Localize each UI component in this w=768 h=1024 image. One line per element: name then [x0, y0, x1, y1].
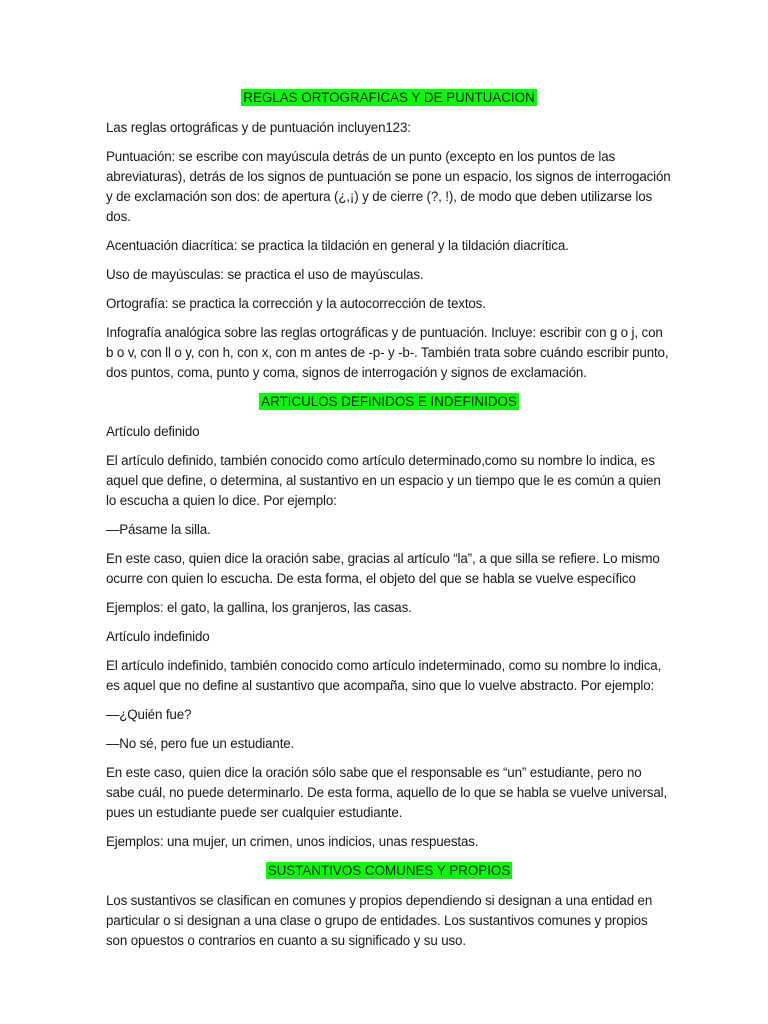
paragraph: Acentuación diacrítica: se practica la tildación en general y la tildación diacrítica. [106, 238, 569, 253]
paragraph: Ejemplos: el gato, la gallina, los granjeros, las casas. [106, 600, 412, 615]
paragraph: Las reglas ortográficas y de puntuación incluyen123: [106, 120, 411, 135]
paragraph: Puntuación: se escribe con mayúscula detrás de un punto (excepto en los puntos de las abreviaturas), detrás de los signos de puntuación se pone un espacio, los signos de interrogación y de exclamación son dos: de apertura (¿,¡) y de cierre (?, !), de modo que deben utilizarse los dos. [106, 149, 671, 224]
highlighted-heading-text: SUSTANTIVOS COMUNES Y PROPIOS [267, 863, 511, 878]
paragraph: Infografía analógica sobre las reglas ortográficas y de puntuación. Incluye: escribir con g o j, con b o v, con ll o y, con h, con x, con m antes de -p- y -b-. También trata sobre cuándo escribir punto, dos puntos, coma, punto y coma, signos de interrogación y signos de exclamación. [106, 325, 669, 380]
paragraph: Uso de mayúsculas: se practica el uso de mayúsculas. [106, 267, 424, 282]
section-heading-reglas [106, 88, 672, 108]
paragraph: Ortografía: se practica la corrección y la autocorrección de textos. [106, 296, 486, 311]
highlighted-heading-text: REGLAS ORTOGRAFICAS Y DE PUNTUACION [243, 90, 535, 105]
paragraph: Los sustantivos se clasifican en comunes y propios dependiendo si designan a una entidad en particular o si designan a una clase o grupo de entidades. Los sustantivos comunes y propios son opuestos o contrarios en cuanto a su significado y su uso. [106, 893, 653, 948]
paragraph: Ejemplos: una mujer, un crimen, unos indicios, unas respuestas. [106, 834, 479, 849]
paragraph: Artículo indefinido [106, 629, 210, 644]
section-heading-sustantivos [106, 861, 672, 881]
section-heading-articulos [106, 392, 672, 412]
paragraph: En este caso, quien dice la oración sólo sabe que el responsable es “un” estudiante, pero no sabe cuál, no puede determinarlo. De esta forma, aquello de lo que se habla se vuelve universal, pues un estudiante puede ser cualquier estudiante. [106, 765, 668, 820]
highlighted-heading-text: ARTICULOS DEFINIDOS E INDEFINIDOS [261, 394, 517, 409]
paragraph: —Pásame la silla. [106, 522, 211, 537]
paragraph: El artículo definido, también conocido como artículo determinado,como su nombre lo indica, es aquel que define, o determina, al sustantivo en un espacio y un tiempo que le es común a quien lo escucha a quien lo dice. Por ejemplo: [106, 453, 661, 508]
paragraph: —No sé, pero fue un estudiante. [106, 736, 295, 751]
paragraph: El artículo indefinido, también conocido como artículo indeterminado, como su nombre lo indica, es aquel que no define al sustantivo que acompaña, sino que lo vuelve abstracto. Por ejemplo: [106, 658, 662, 693]
paragraph: En este caso, quien dice la oración sabe, gracias al artículo “la”, a que silla se refiere. Lo mismo ocurre con quien lo escucha. De esta forma, el objeto del que se habla se vuelve específico [106, 551, 660, 586]
paragraph: Artículo definido [106, 424, 200, 439]
paragraph: —¿Quién fue? [106, 707, 192, 722]
